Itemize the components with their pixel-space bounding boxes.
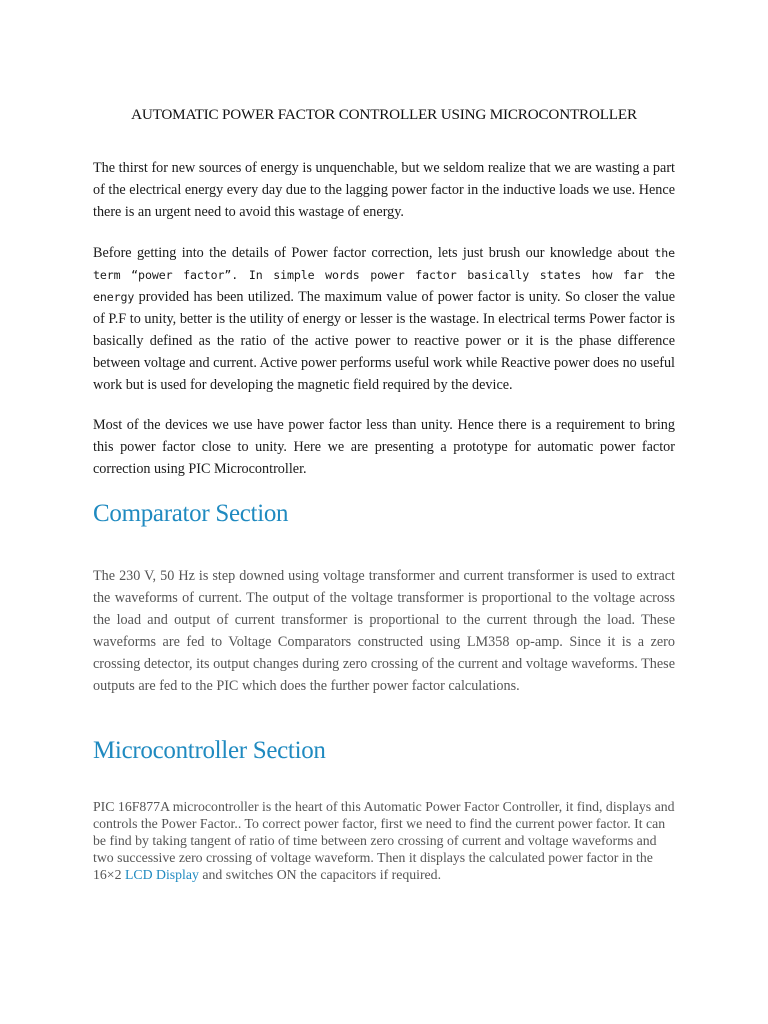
intro-paragraph: The thirst for new sources of energy is unquenchable, but we seldom realize that we are wasting a part of the electrical energy every day due to the lagging power factor in the inductive loads we use. Hence there is an urgent need to avoid this wastage of energy. (93, 160, 675, 220)
power-factor-paragraph-end: provided has been utilized. The maximum value of power factor is unity. So closer the value of P.F to unity, better is the utility of energy or lesser is the wastage. In electrical terms Power factor is basically defined as the ratio of the active power to reactive power or it is the phase difference between voltage and current. Active power performs useful work while Reactive power does no useful work but is used for developing the magnetic field required by the device. (93, 289, 675, 393)
comparator-section-heading: Comparator Section (93, 500, 289, 527)
lcd-display-link[interactable]: LCD Display (124, 867, 199, 882)
power-factor-paragraph-start: Before getting into the details of Power factor correction, lets just brush our knowledge about (93, 245, 655, 261)
microcontroller-text-start: PIC 16F877A microcontroller is the heart of this Automatic Power Factor Controller, it find, displays and controls the Power Factor.. To correct power factor, first we need to find the current power factor. It can be find by taking tangent of ratio of time between zero crossing of current and voltage waveforms and two successive zero crossing of voltage waveform. Then it displays the calculated power factor in the 16×2 (93, 799, 675, 882)
document-title: AUTOMATIC POWER FACTOR CONTROLLER USING MICROCONTROLLER (131, 106, 637, 123)
microcontroller-section-text (93, 798, 675, 883)
power-factor-paragraph-mono: the term “power factor”. In simple words power factor basically states how far the energy (93, 246, 675, 304)
devices-paragraph: Most of the devices we use have power factor less than unity. Hence there is a requirement to bring this power factor close to unity. Here we are presenting a prototype for automatic power factor correction using PIC Microcontroller. (93, 417, 675, 477)
comparator-section-text: The 230 V, 50 Hz is step downed using voltage transformer and current transformer is used to extract the waveforms of current. The output of the voltage transformer is proportional to the voltage across the load and output of current transformer is proportional to the current through the load. These waveforms are fed to Voltage Comparators constructed using LM358 op-amp. Since it is a zero crossing detector, its output changes during zero crossing of the current and voltage waveforms. These outputs are fed to the PIC which does the further power factor calculations. (93, 568, 675, 694)
microcontroller-text-end: and switches ON the capacitors if required. (198, 867, 442, 882)
microcontroller-section-heading: Microcontroller Section (93, 737, 326, 764)
power-factor-paragraph (93, 242, 675, 396)
